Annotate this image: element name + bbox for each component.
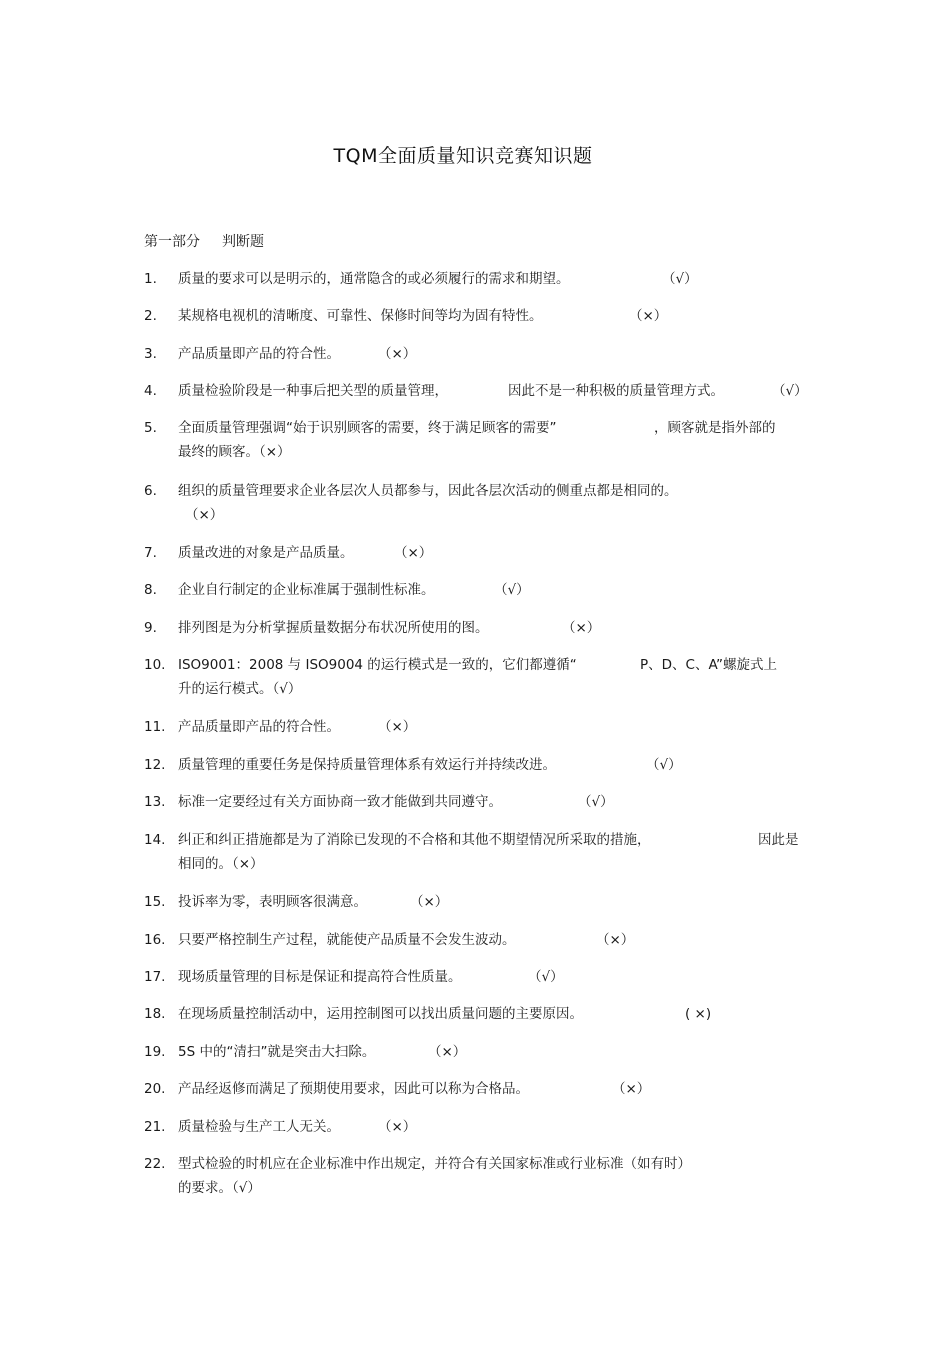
question-number: 4. — [144, 383, 157, 399]
question-text: 排列图是为分析掌握质量数据分布状况所使用的图。 — [178, 620, 489, 636]
question-text: 产品质量即产品的符合性。 — [178, 719, 340, 735]
document-title: TQM全面质量知识竞赛知识题 — [333, 145, 593, 167]
question-text: 质量管理的重要任务是保持质量管理体系有效运行并持续改进。 — [178, 757, 556, 773]
question-answer: （√） — [528, 969, 564, 985]
question-number: 1. — [144, 271, 157, 287]
question-number: 15. — [144, 894, 166, 910]
question-text-tail: 因此是 — [758, 832, 799, 848]
question-number: 16. — [144, 932, 166, 948]
question-text: 在现场质量控制活动中，运用控制图可以找出质量问题的主要原因。 — [178, 1006, 583, 1022]
question-text-line2: 最终的顾客。（×） — [178, 444, 291, 460]
question-text: 型式检验的时机应在企业标准中作出规定，并符合有关国家标准或行业标准（如有时） — [178, 1156, 691, 1172]
question-number: 19. — [144, 1044, 166, 1060]
question-text: 投诉率为零，表明顾客很满意。 — [178, 894, 367, 910]
question-number: 11. — [144, 719, 166, 735]
question-answer: （√） — [646, 757, 682, 773]
question-text: 产品经返修而满足了预期使用要求，因此可以称为合格品。 — [178, 1081, 529, 1097]
question-text: 质量检验阶段是一种事后把关型的质量管理， — [178, 383, 448, 399]
question-text: 只要严格控制生产过程，就能使产品质量不会发生波动。 — [178, 932, 516, 948]
question-number: 3. — [144, 346, 157, 362]
question-answer: （√） — [578, 794, 614, 810]
question-text: 质量的要求可以是明示的，通常隐含的或必须履行的需求和期望。 — [178, 271, 570, 287]
question-text-tail: 因此不是一种积极的质量管理方式。 — [508, 383, 724, 399]
question-answer: （√） — [494, 582, 530, 598]
question-number: 14. — [144, 832, 166, 848]
question-text-line2: 相同的。（×） — [178, 856, 264, 872]
question-text-line2: 的要求。（√） — [178, 1180, 261, 1196]
question-answer: （×） — [378, 346, 417, 362]
question-answer: （√） — [662, 271, 698, 287]
question-answer: （×） — [562, 620, 601, 636]
question-answer: ( ×) — [685, 1006, 712, 1022]
question-text: 质量改进的对象是产品质量。 — [178, 545, 354, 561]
question-text: 标准一定要经过有关方面协商一致才能做到共同遵守。 — [178, 794, 502, 810]
question-answer: （×） — [378, 1119, 417, 1135]
question-answer: （×） — [410, 894, 449, 910]
question-text-line2: 升的运行模式。（√） — [178, 681, 302, 697]
question-number: 5. — [144, 420, 157, 436]
question-number: 17. — [144, 969, 166, 985]
question-text: ISO9001：2008 与 ISO9004 的运行模式是一致的，它们都遵循“ — [178, 657, 577, 673]
question-number: 20. — [144, 1081, 166, 1097]
question-text: 全面质量管理强调“始于识别顾客的需要，终于满足顾客的需要” — [178, 420, 557, 436]
question-number: 21. — [144, 1119, 166, 1135]
question-text: 5S 中的“清扫”就是突击大扫除。 — [178, 1044, 376, 1060]
question-number: 2. — [144, 308, 157, 324]
question-text: 纠正和纠正措施都是为了消除已发现的不合格和其他不期望情况所采取的措施， — [178, 832, 651, 848]
question-answer: （×） — [612, 1081, 651, 1097]
question-answer: （√） — [772, 383, 808, 399]
question-text: 产品质量即产品的符合性。 — [178, 346, 340, 362]
question-number: 10. — [144, 657, 166, 673]
question-answer: （×） — [596, 932, 635, 948]
question-number: 12. — [144, 757, 166, 773]
question-number: 13. — [144, 794, 166, 810]
question-text: 质量检验与生产工人无关。 — [178, 1119, 340, 1135]
question-number: 7. — [144, 545, 157, 561]
section-part-label: 第一部分 — [144, 234, 200, 250]
question-number: 18. — [144, 1006, 166, 1022]
question-text: 某规格电视机的清晰度、可靠性、保修时间等均为固有特性。 — [178, 308, 543, 324]
question-answer: （×） — [629, 308, 668, 324]
question-answer: （×） — [428, 1044, 467, 1060]
question-text: 企业自行制定的企业标准属于强制性标准。 — [178, 582, 435, 598]
question-text-tail: ，顾客就是指外部的 — [654, 420, 776, 436]
section-heading — [144, 231, 264, 251]
question-text-tail: P、D、C、A”螺旋式上 — [640, 657, 778, 673]
question-number: 22. — [144, 1156, 166, 1172]
question-number: 9. — [144, 620, 157, 636]
question-text: 组织的质量管理要求企业各层次人员都参与，因此各层次活动的侧重点都是相同的。 — [178, 483, 678, 499]
question-answer: （×） — [378, 719, 417, 735]
question-text: 现场质量管理的目标是保证和提高符合性质量。 — [178, 969, 462, 985]
question-answer: （×） — [394, 545, 433, 561]
section-name-label: 判断题 — [222, 234, 264, 250]
question-number: 6. — [144, 483, 157, 499]
question-answer: （×） — [185, 507, 224, 523]
question-number: 8. — [144, 582, 157, 598]
